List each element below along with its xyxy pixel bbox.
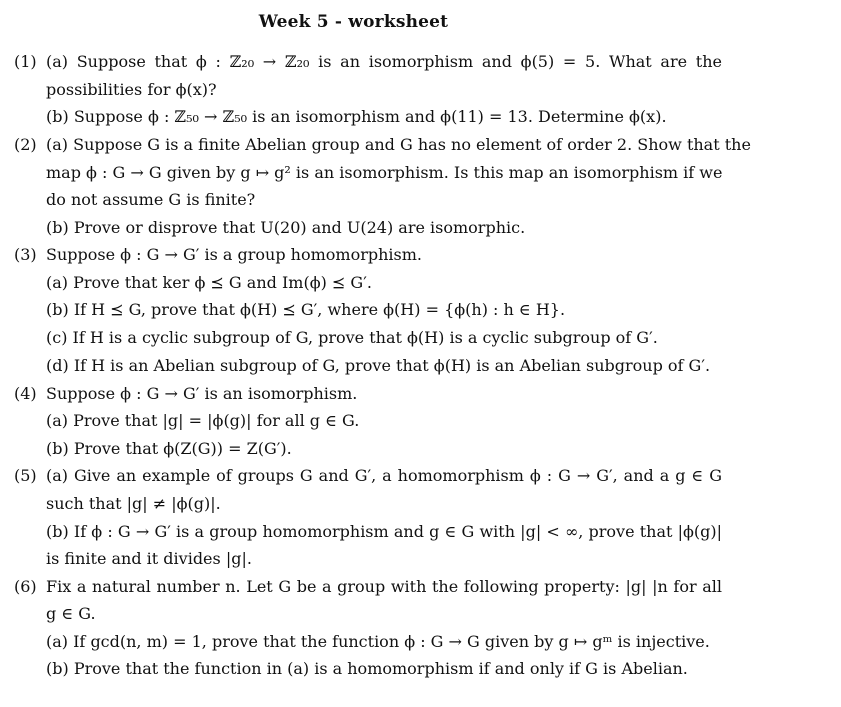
problem-line: map ϕ : G → G given by g ↦ g² is an isomorphism. Is this map an isomorphism if we — [46, 163, 723, 182]
problem-number: (5) — [14, 466, 37, 485]
problem-line: (a) Suppose G is a finite Abelian group and G has no element of order 2. Show that the — [46, 135, 751, 154]
problem-number: (4) — [14, 384, 37, 403]
problem-line: (b) Prove that ϕ(Z(G)) = Z(G′). — [46, 439, 292, 458]
worksheet-title: Week 5 - worksheet — [258, 12, 449, 32]
problem-line: do not assume G is finite? — [46, 190, 256, 209]
problem-line: Fix a natural number n. Let G be a group with the following property: |g| |n for all — [46, 577, 722, 596]
problem-line: (b) Prove or disprove that U(20) and U(24) are isomorphic. — [46, 218, 526, 237]
problem-line: Suppose ϕ : G → G′ is a group homomorphism. — [46, 245, 422, 264]
problem-number: (3) — [14, 245, 37, 264]
problem-line: (a) If gcd(n, m) = 1, prove that the function ϕ : G → G given by g ↦ gᵐ is injective. — [46, 632, 710, 651]
problem-line: (c) If H is a cyclic subgroup of G, prove that ϕ(H) is a cyclic subgroup of G′. — [46, 328, 658, 347]
problem-line: (d) If H is an Abelian subgroup of G, prove that ϕ(H) is an Abelian subgroup of G′. — [46, 356, 711, 375]
problem-line: (a) Suppose that ϕ : ℤ₂₀ → ℤ₂₀ is an isomorphism and ϕ(5) = 5. What are the — [46, 52, 722, 71]
problem-line: possibilities for ϕ(x)? — [46, 80, 217, 99]
problem-line: (b) Suppose ϕ : ℤ₅₀ → ℤ₅₀ is an isomorphism and ϕ(11) = 13. Determine ϕ(x). — [46, 107, 667, 126]
problem-number: (2) — [14, 135, 37, 154]
problem-line: is finite and it divides |g|. — [46, 549, 252, 568]
problem-line: such that |g| ≠ |ϕ(g)|. — [46, 494, 221, 513]
problem-line: (b) If ϕ : G → G′ is a group homomorphism and g ∈ G with |g| < ∞, prove that |ϕ(g)| — [46, 522, 722, 541]
problem-line: (b) If H ⪯ G, prove that ϕ(H) ⪯ G′, where ϕ(H) = {ϕ(h) : h ∈ H}. — [46, 300, 566, 319]
problem-number: (1) — [14, 52, 37, 71]
problem-line: Suppose ϕ : G → G′ is an isomorphism. — [46, 384, 358, 403]
problem-line: (a) Prove that ker ϕ ⪯ G and Im(ϕ) ⪯ G′. — [46, 273, 372, 292]
problem-number: (6) — [14, 577, 37, 596]
problem-line: (a) Prove that |g| = |ϕ(g)| for all g ∈ G. — [46, 411, 360, 430]
problem-line: (b) Prove that the function in (a) is a homomorphism if and only if G is Abelian. — [46, 659, 688, 678]
problem-line: (a) Give an example of groups G and G′, a homomorphism ϕ : G → G′, and a g ∈ G — [46, 466, 722, 485]
problem-line: g ∈ G. — [46, 604, 96, 623]
